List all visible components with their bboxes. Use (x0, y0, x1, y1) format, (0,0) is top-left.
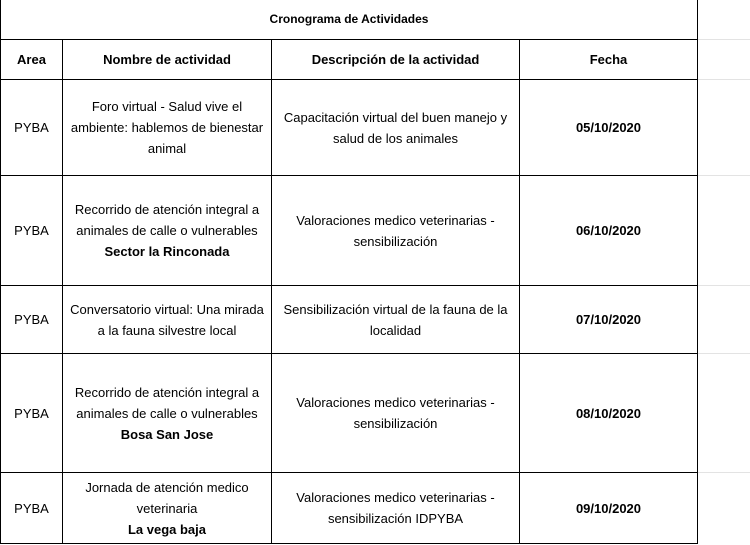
header-area: Area (1, 40, 63, 80)
activity-name-text: Foro virtual - Salud vive el ambiente: hablemos de bienestar animal (70, 99, 264, 156)
gridline (697, 79, 750, 80)
activity-name-text: Jornada de atención medico veterinaria (85, 479, 249, 516)
area-cell: PYBA (1, 80, 63, 176)
table-title: Cronograma de Actividades (1, 0, 698, 40)
activity-description-cell: Valoraciones medico veterinarias - sensibilización IDPYBA (272, 473, 520, 544)
activity-name-text: Recorrido de atención integral a animales de calle o vulnerables (74, 202, 260, 238)
activity-name-cell (63, 473, 272, 544)
area-cell: PYBA (1, 286, 63, 354)
activity-location-text: La vega baja (127, 521, 207, 537)
table-row (1, 473, 698, 544)
gridline (697, 472, 750, 473)
activity-description-cell: Valoraciones medico veterinarias - sensibilización (272, 354, 520, 473)
gridline (697, 353, 750, 354)
activity-name-cell (63, 286, 272, 354)
date-cell: 08/10/2020 (520, 354, 698, 473)
date-cell: 07/10/2020 (520, 286, 698, 354)
activity-location-text: Bosa San Jose (120, 426, 214, 442)
activity-description-cell: Capacitación virtual del buen manejo y salud de los animales (272, 80, 520, 176)
gridline (697, 285, 750, 286)
date-cell: 05/10/2020 (520, 80, 698, 176)
activity-name-cell (63, 354, 272, 473)
activity-name-cell (63, 176, 272, 286)
activity-name-text: Recorrido de atención integral a animales de calle o vulnerables (74, 384, 260, 421)
area-cell: PYBA (1, 354, 63, 473)
activity-name-text: Conversatorio virtual: Una mirada a la fauna silvestre local (70, 301, 264, 338)
date-cell: 09/10/2020 (520, 473, 698, 544)
date-cell: 06/10/2020 (520, 176, 698, 286)
table-row (1, 80, 698, 176)
area-cell: PYBA (1, 176, 63, 286)
table-row (1, 286, 698, 354)
title-row (1, 0, 698, 40)
table-row (1, 354, 698, 473)
header-activity-name: Nombre de actividad (63, 40, 272, 80)
header-activity-description: Descripción de la actividad (272, 40, 520, 80)
area-cell: PYBA (1, 473, 63, 544)
gridline (697, 39, 750, 40)
activity-description-cell: Sensibilización virtual de la fauna de la localidad (272, 286, 520, 354)
activity-description-cell: Valoraciones medico veterinarias - sensibilización (272, 176, 520, 286)
activity-location-text: Sector la Rinconada (104, 244, 230, 259)
header-row (1, 40, 698, 80)
gridline (697, 175, 750, 176)
table-row (1, 176, 698, 286)
activity-name-cell (63, 80, 272, 176)
header-date: Fecha (520, 40, 698, 80)
